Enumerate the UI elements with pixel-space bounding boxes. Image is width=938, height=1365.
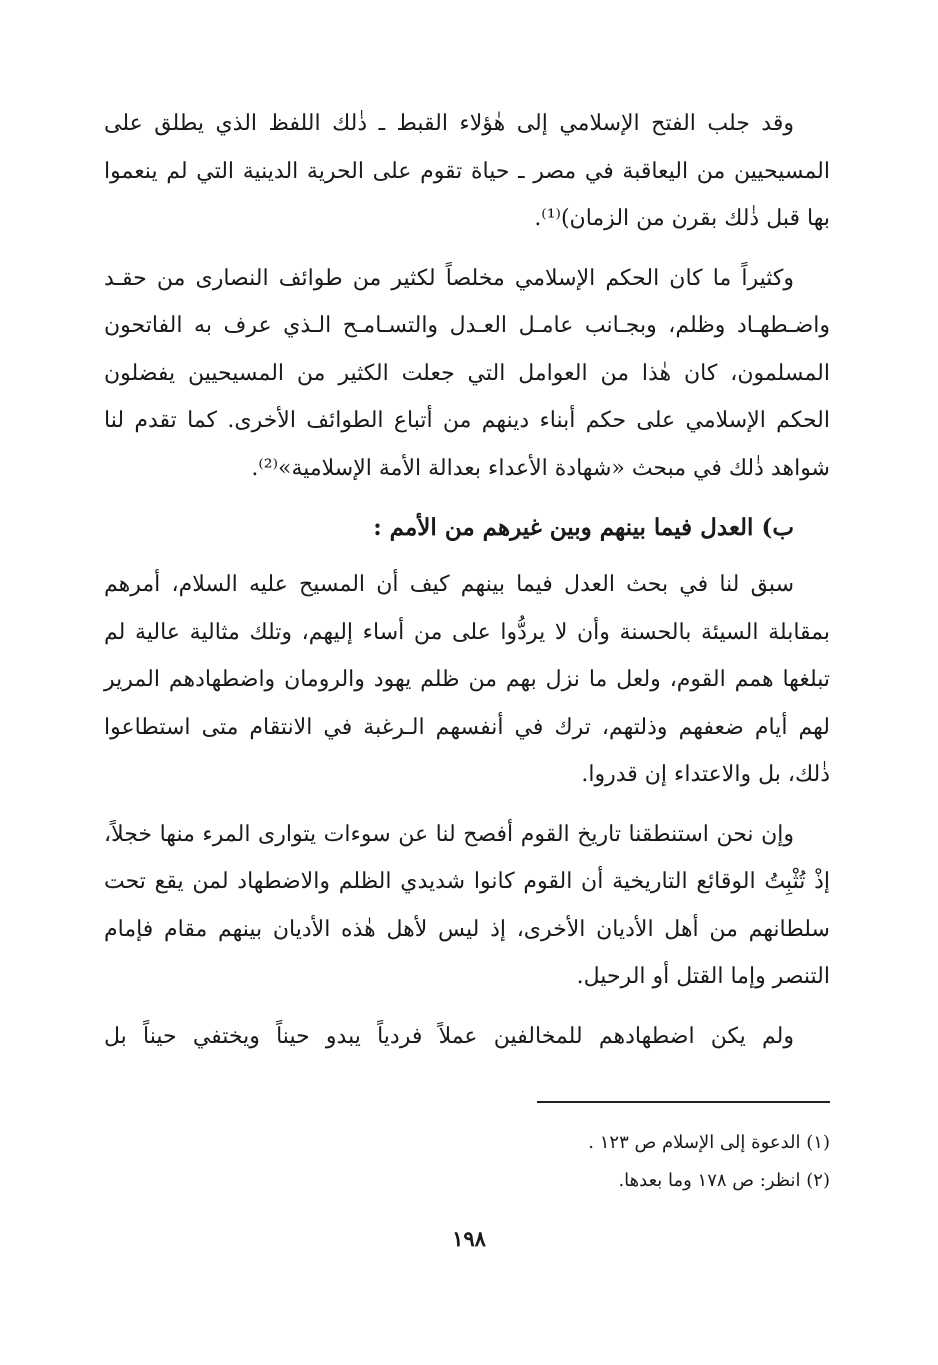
paragraph-3: سبق لنا في بحث العدل فيما بينهم كيف أن المسيح عليه السلام، أمرهم بمقابلة السيئة بالحسنة وأن لا يردُّوا على من أساء إليهم، وتلك مثالية عالية لم تبلغها همم القوم، ولعل ما نزل بهم من ظلم يهود والرومان واضطهادهم المرير لهم أيام ضعفهم وذلتهم، ترك في أنفسهم الـرغبة في الانتقام متى استطاعوا ذٰلك، بل والاعتداء إن قدروا. [104, 572, 830, 787]
paragraph-1: وقد جلب الفتح الإسلامي إلى هٰؤلاء القبط ـ ذٰلك اللفظ الذي يطلق على المسيحيين من اليعاقبة في مصر ـ حياة تقوم على الحرية الدينية التي لم ينعموا بها قبل ذٰلك بقرن من الزمان)⁽¹⁾. [104, 111, 830, 231]
footnote-1: (١) الدعوة إلى الإسلام ص ١٢٣ . [588, 1132, 830, 1153]
footnote-divider [537, 1101, 830, 1103]
footnotes [430, 1124, 830, 1200]
paragraph-4: وإن نحن استنطقنا تاريخ القوم أفصح لنا عن سوءات يتوارى المرء منها خجلاً، إذْ تُثْبِتُ الوقائع التاريخية أن القوم كانوا شديدي الظلم والاضطهاد لمن يقع تحت سلطانهم من أهل الأديان الأخرى، إذ ليس لأهل هٰذه الأديان بينهم مقام فإمام التنصر وإما القتل أو الرحيل. [104, 821, 830, 989]
paragraph-2: وكثيراً ما كان الحكم الإسلامي مخلصاً لكثير من طوائف النصارى من حقـد واضـطهـاد وظلم، وبجـانب عامـل العـدل والتسـامـح الـذي عرف به الفاتحون المسلمون، كان هٰذا من العوامل التي جعلت الكثير من المسيحيين يفضلون الحكم الإسلامي على حكم أبناء دينهم من أتباع الطوائف الأخرى. كما تقدم لنا شواهد ذٰلك في مبحث «شهادة الأعداء بعدالة الأمة الإسلامية»⁽²⁾. [104, 265, 830, 481]
page-number: ١٩٨ [452, 1226, 486, 1251]
page-body [104, 100, 830, 1060]
paragraph-5: ولم يكن اضطهادهم للمخالفين عملاً فردياً يبدو حيناً ويختفي حيناً بل [104, 1023, 794, 1049]
section-heading: ب) العدل فيما بينهم وبين غيرهم من الأمم : [373, 514, 794, 541]
footnote-2: (٢) انظر: ص ١٧٨ وما بعدها. [618, 1170, 830, 1191]
